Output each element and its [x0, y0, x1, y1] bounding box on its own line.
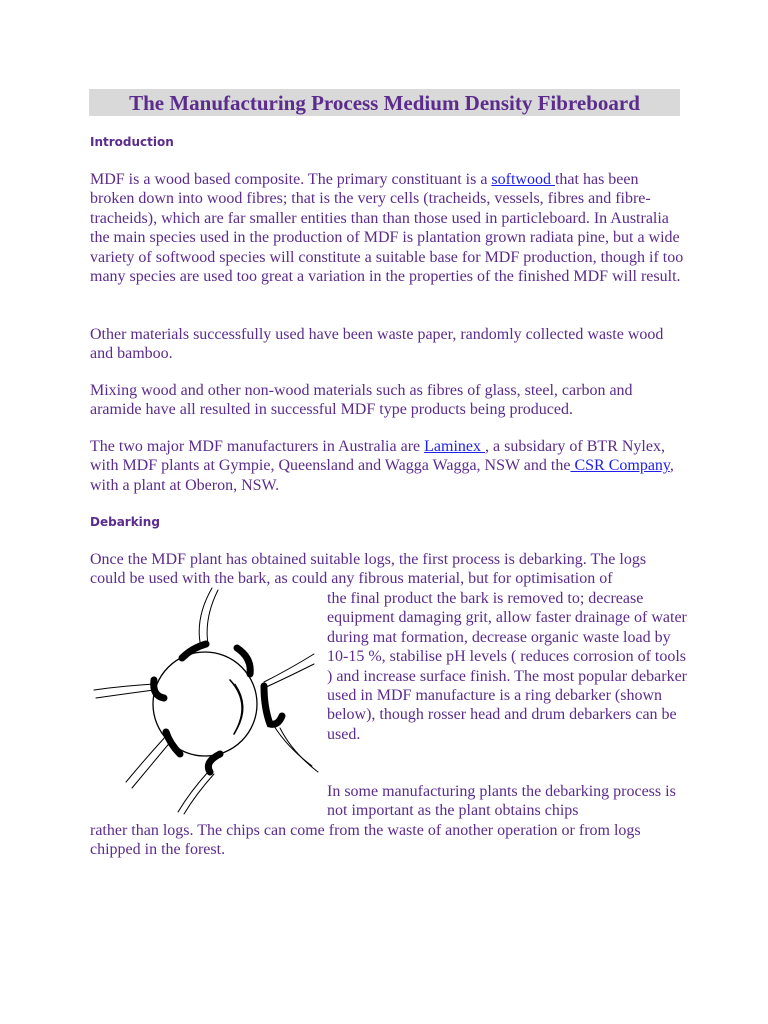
softwood-link[interactable]: softwood [491, 171, 555, 188]
intro-p4-text-b: , a subsidary of BTR Nylex, with MDF plants at Gympie, Queensland and Wagga Wagga, NSW and the [90, 438, 665, 475]
intro-p1-text-b: that has been broken down into wood fibres; that is the very cells (tracheids, vessels, fibres and fibre-tracheids), which are far smaller entities than than those used in particleboard. In Australia the main species used in the production of MDF is plantation grown radiata pine, but a wide variety of softwood species will constitute a suitable base for MDF production, though if too many species are used too great a variation in the properties of the finished MDF will result. [90, 171, 684, 286]
intro-paragraph-1 [90, 170, 685, 286]
debark-paragraph-1-full: Once the MDF plant has obtained suitable logs, the first process is debarking. The logs could be used with the bark, as could any fibrous material, but for optimisation of [90, 551, 647, 588]
intro-p4-text-c: , with a plant at Oberon, NSW. [90, 457, 674, 494]
debark-paragraph-2-full: rather than logs. The chips can come from the waste of another operation or from logs chipped in the forest. [90, 822, 641, 859]
intro-p4-text-a: The two major MDF manufacturers in Australia are [90, 438, 425, 455]
intro-p1-text-a: MDF is a wood based composite. The primary constituant is a [90, 171, 492, 188]
csr-company-link[interactable]: CSR Company [570, 457, 670, 475]
page-title: The Manufacturing Process Medium Density Fibreboard [129, 91, 640, 115]
debark-paragraph-2-wrap: In some manufacturing plants the debarking process is not important as the plant obtains chips [327, 783, 676, 820]
intro-paragraph-2: Other materials successfully used have been waste paper, randomly collected waste wood and bamboo. [90, 326, 664, 363]
section-heading-debarking: Debarking [90, 515, 160, 529]
intro-paragraph-4 [90, 437, 685, 495]
debark-paragraph-1-wrap: the final product the bark is removed to; decrease equipment damaging grit, allow faster drainage of water during mat formation, decrease organic waste load by 10-15 %, stabilise pH levels ( reduces corrosion of tools ) and increase surface finish. The most popular debarker used in MDF manufacture is a ring debarker (shown below), though rosser head and drum debarkers can be used. [327, 590, 688, 743]
intro-paragraph-3: Mixing wood and other non-wood materials such as fibres of glass, steel, carbon and aramide have all resulted in successful MDF type products being produced. [90, 382, 633, 419]
ring-debarker-diagram-icon [92, 586, 322, 816]
section-heading-introduction: Introduction [90, 135, 174, 149]
laminex-link[interactable]: Laminex [424, 438, 485, 455]
